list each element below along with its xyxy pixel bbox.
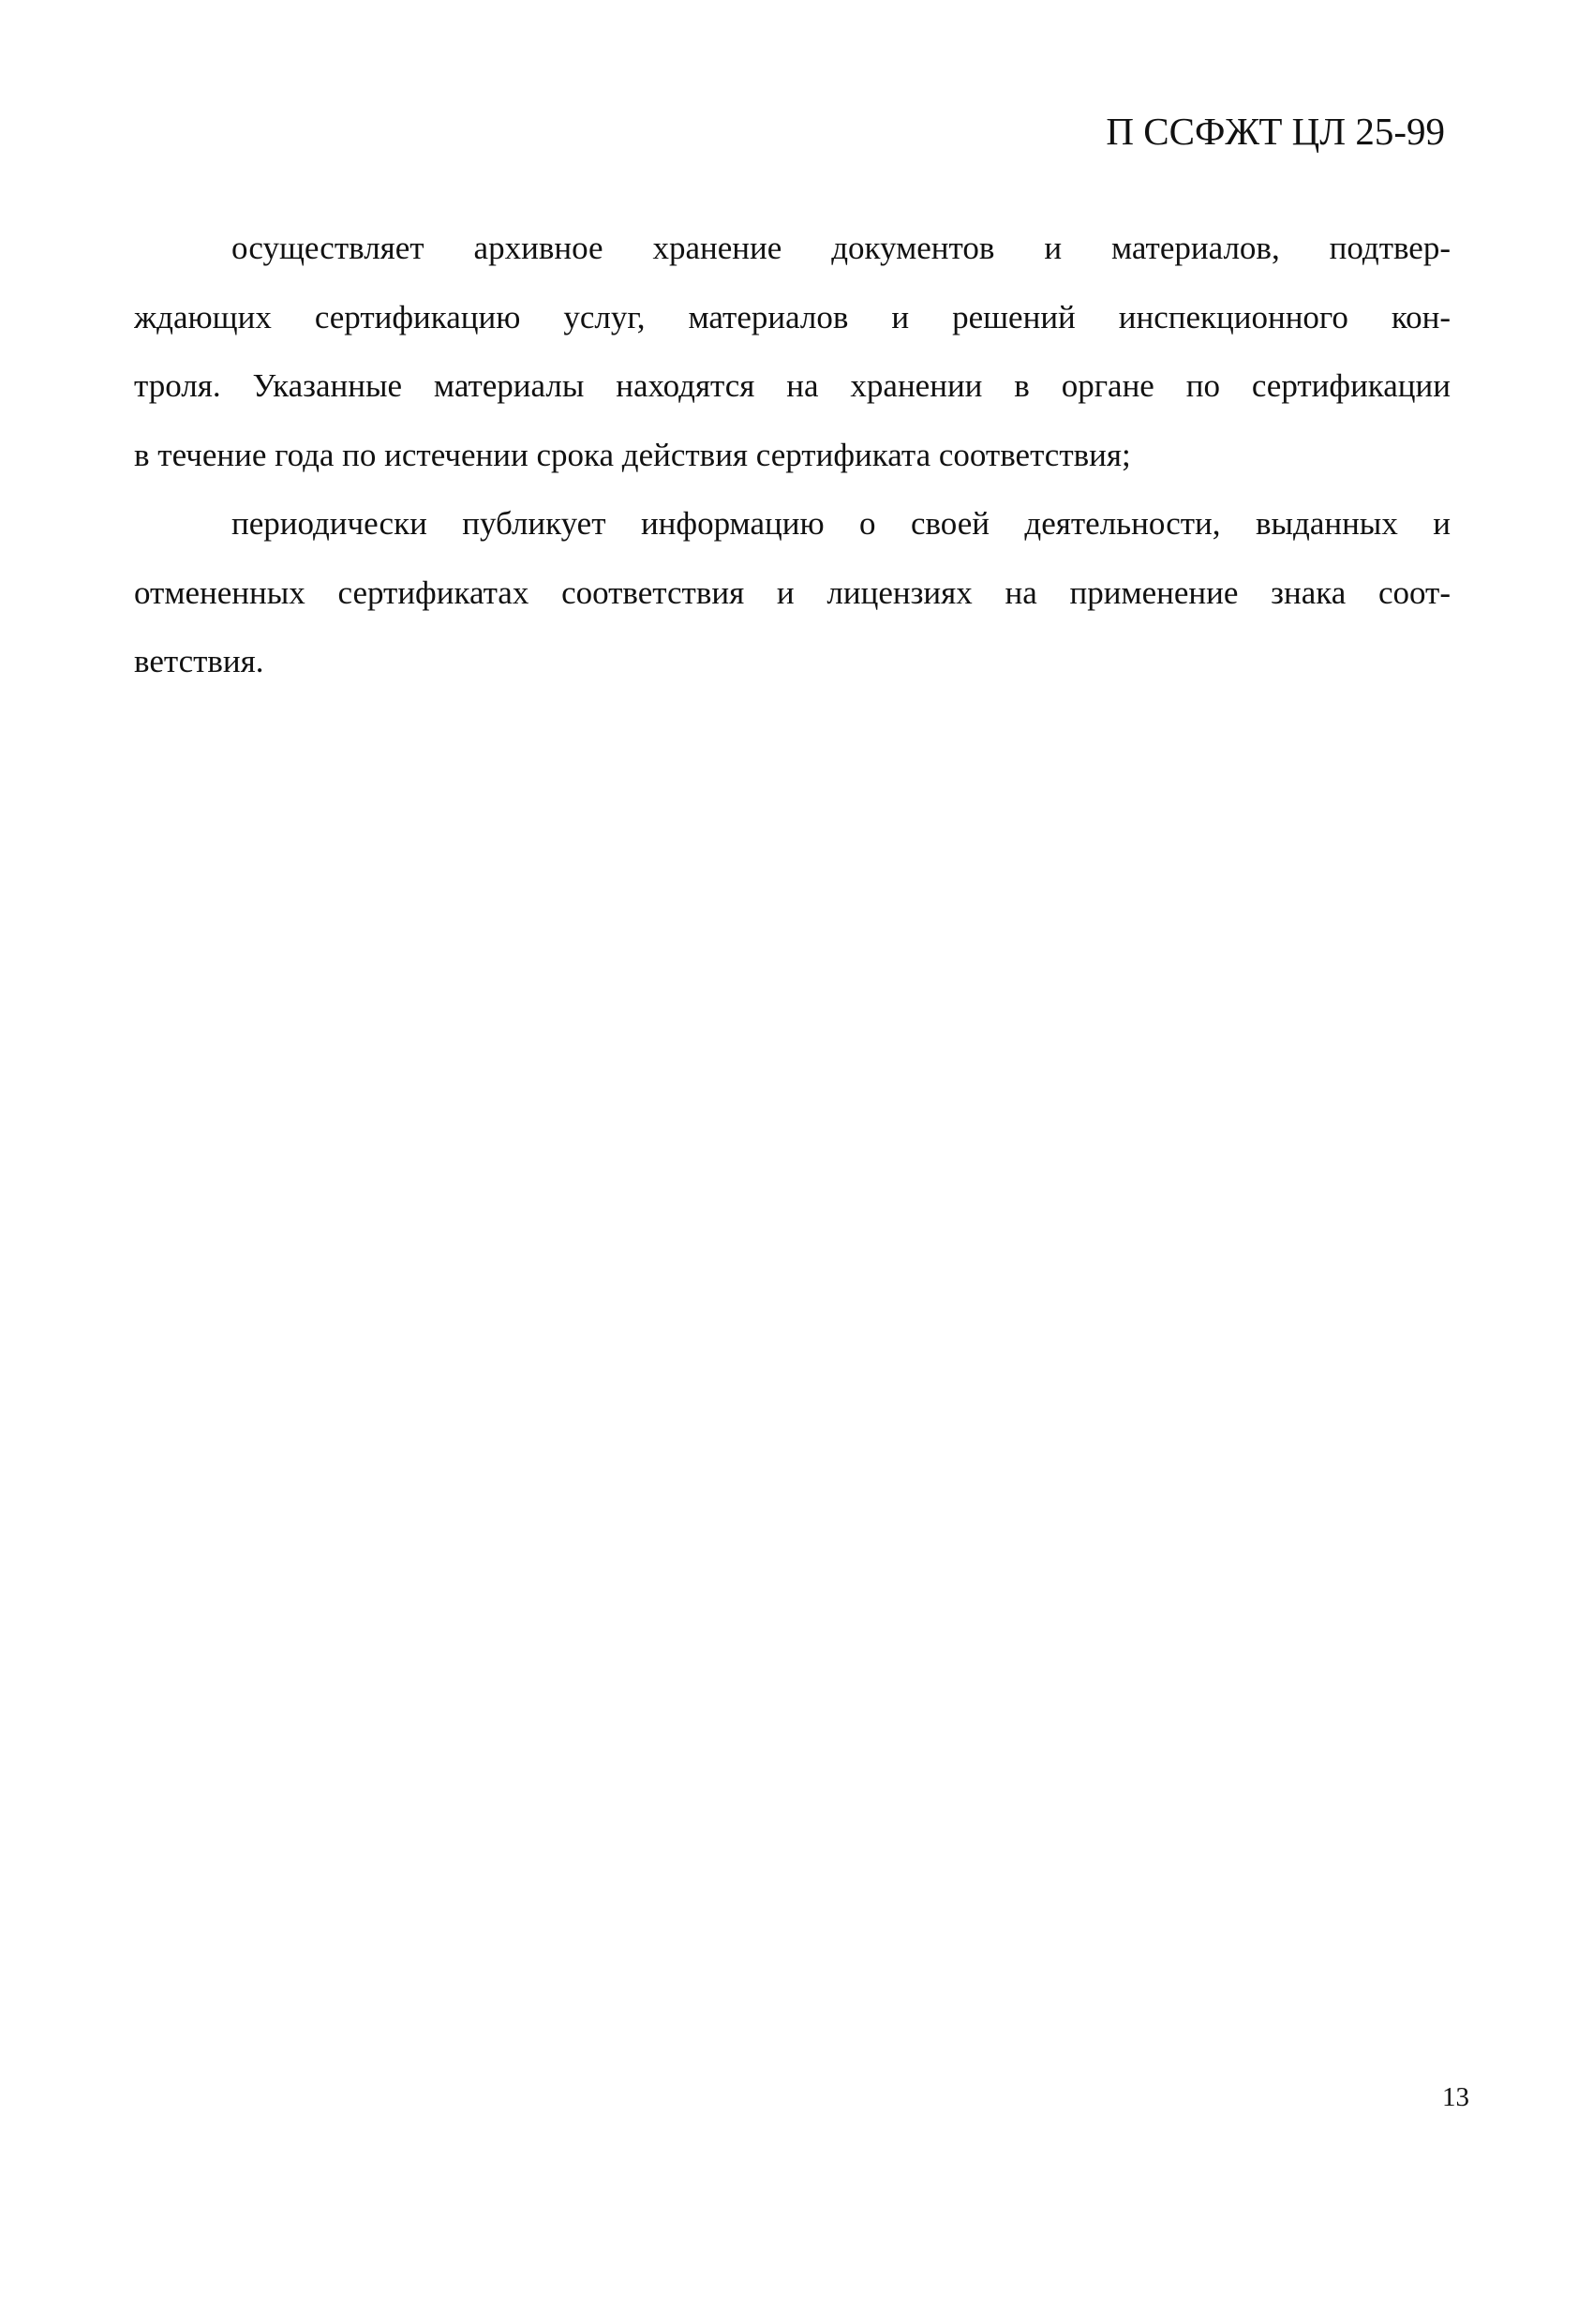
text-line: в течение года по истечении срока действия сертификата соответствия; bbox=[134, 436, 1131, 473]
document-code: П ССФЖТ ЦЛ 25-99 bbox=[1106, 110, 1445, 153]
text-line: осуществляет архивное хранение документов и материалов, подтвер- bbox=[231, 230, 1451, 266]
text-line: периодически публикует информацию о своей деятельности, выданных и bbox=[231, 505, 1451, 542]
paragraph-publishing bbox=[134, 489, 1451, 696]
paragraph-archiving bbox=[134, 214, 1451, 489]
text-line: троля. Указанные материалы находятся на хранении в органе по сертификации bbox=[134, 367, 1451, 404]
page-number: 13 bbox=[1442, 2082, 1469, 2112]
text-line: ветствия. bbox=[134, 643, 264, 679]
text-line: отмененных сертификатах соответствия и лицензиях на применение знака соот- bbox=[134, 574, 1451, 611]
body-text bbox=[134, 214, 1451, 696]
text-line: ждающих сертификацию услуг, материалов и решений инспекционного кон- bbox=[134, 298, 1451, 335]
